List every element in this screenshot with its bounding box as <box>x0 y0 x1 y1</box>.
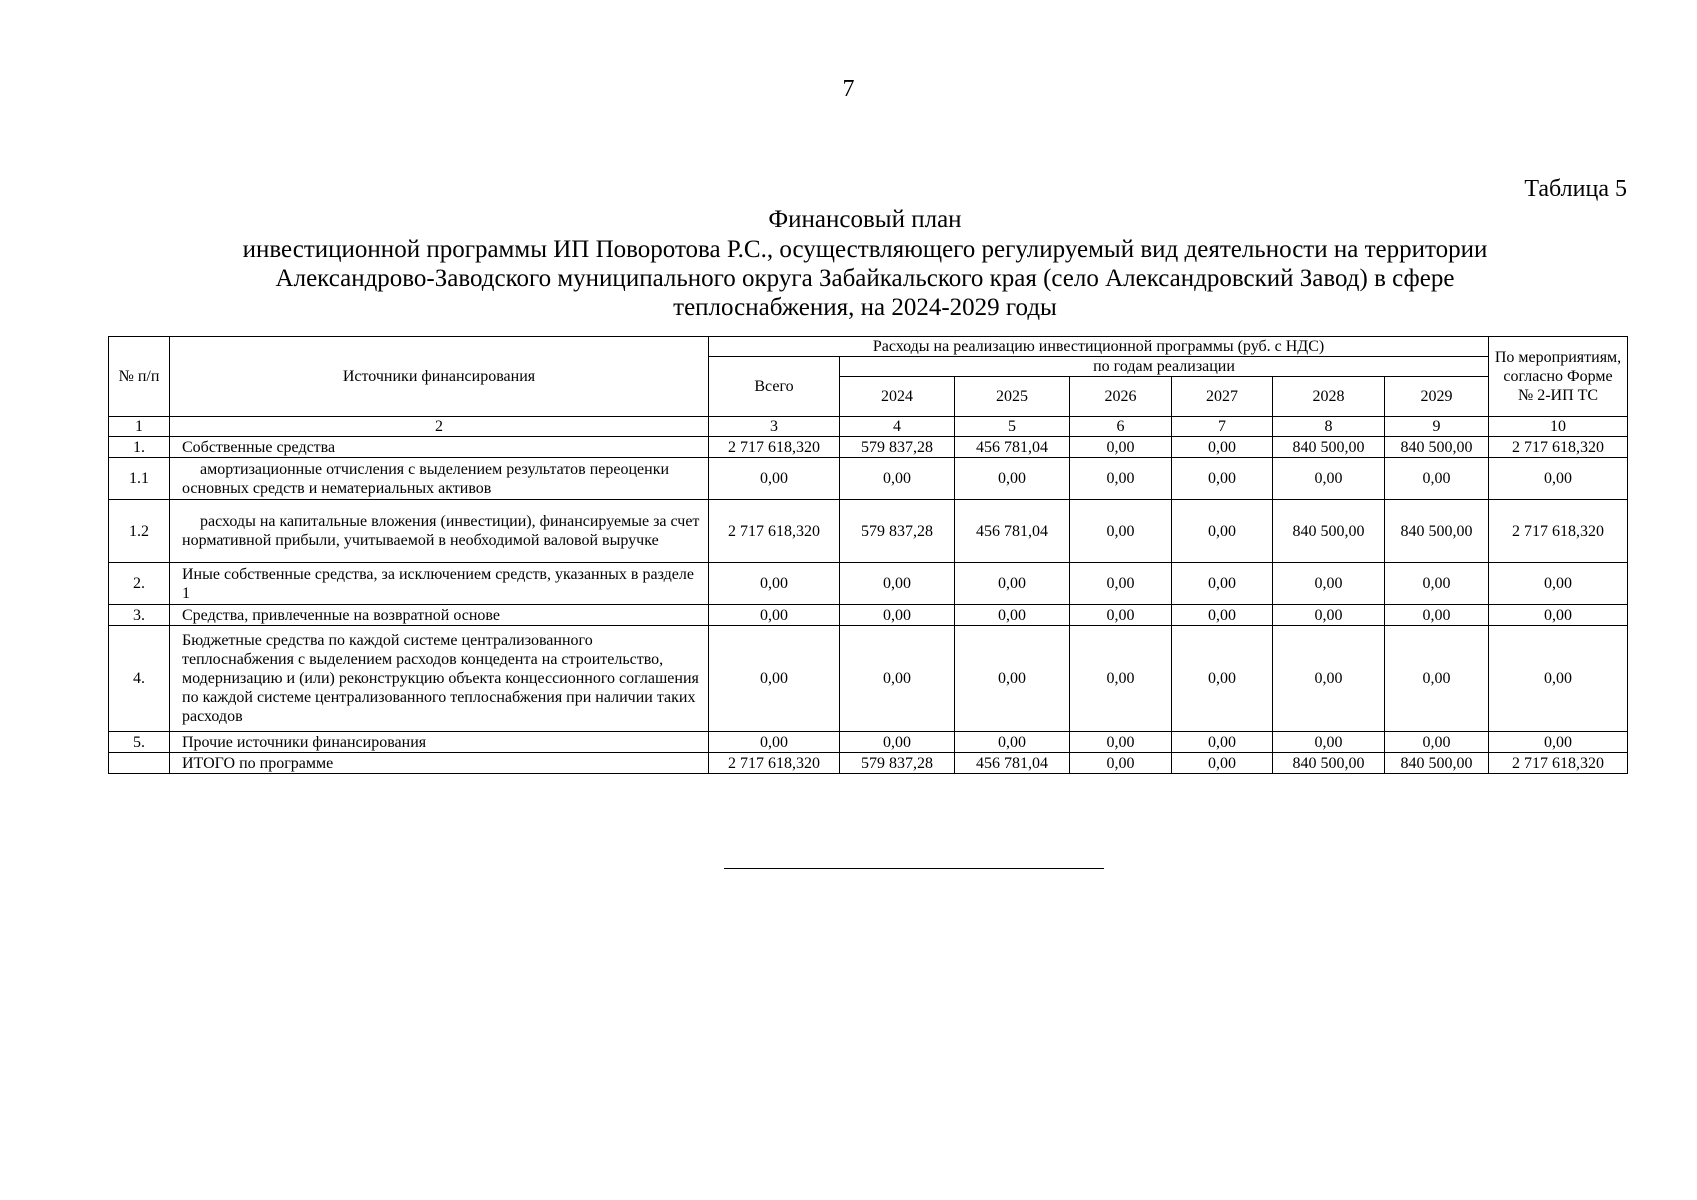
value-cell: 0,00 <box>1273 732 1385 753</box>
value-cell: 0,00 <box>709 458 840 500</box>
value-cell: 0,00 <box>1273 458 1385 500</box>
row-num: 1.1 <box>109 458 170 500</box>
value-cell: 0,00 <box>1070 437 1172 458</box>
table-row-total <box>109 753 1628 774</box>
table-row <box>109 563 1628 605</box>
row-source: Иные собственные средства, за исключением средств, указанных в разделе 1 <box>170 563 709 605</box>
value-cell: 0,00 <box>1385 626 1489 732</box>
value-cell: 456 781,04 <box>955 437 1070 458</box>
value-cell: 456 781,04 <box>955 500 1070 563</box>
value-cell: 840 500,00 <box>1385 500 1489 563</box>
value-cell: 0,00 <box>1489 605 1628 626</box>
value-cell: 0,00 <box>1489 563 1628 605</box>
row-num: 1.2 <box>109 500 170 563</box>
header-by-years: по годам реализации <box>840 357 1489 377</box>
value-cell: 0,00 <box>1070 732 1172 753</box>
value-cell: 579 837,28 <box>840 437 955 458</box>
row-num <box>109 753 170 774</box>
value-cell: 579 837,28 <box>840 753 955 774</box>
value-cell: 0,00 <box>1172 500 1273 563</box>
value-cell: 0,00 <box>840 626 955 732</box>
header-measures: По мероприятиям, согласно Форме № 2-ИП ТС <box>1489 337 1628 417</box>
row-num: 4. <box>109 626 170 732</box>
row-num: 5. <box>109 732 170 753</box>
value-cell: 0,00 <box>1385 732 1489 753</box>
col-number: 6 <box>1070 417 1172 437</box>
header-year: 2024 <box>840 377 955 417</box>
row-num: 1. <box>109 437 170 458</box>
value-cell: 0,00 <box>840 563 955 605</box>
value-cell: 0,00 <box>840 605 955 626</box>
col-number: 7 <box>1172 417 1273 437</box>
row-source: Собственные средства <box>170 437 709 458</box>
financial-plan-table <box>108 336 1628 774</box>
title-line-1: инвестиционной программы ИП Поворотова Р.С., осуществляющего регулируемый вид деятельности на территории <box>242 236 1488 263</box>
table-row <box>109 458 1628 500</box>
header-year: 2027 <box>1172 377 1273 417</box>
col-number: 5 <box>955 417 1070 437</box>
value-cell: 0,00 <box>955 605 1070 626</box>
value-cell: 0,00 <box>955 458 1070 500</box>
page-number: 7 <box>842 76 855 102</box>
value-cell: 0,00 <box>709 563 840 605</box>
value-cell: 0,00 <box>1172 753 1273 774</box>
row-source: расходы на капитальные вложения (инвестиции), финансируемые за счет нормативной прибыли, учитываемой в необходимой валовой выручке <box>170 500 709 563</box>
value-cell: 2 717 618,320 <box>1489 500 1628 563</box>
col-number: 1 <box>109 417 170 437</box>
title-line-3: теплоснабжения, на 2024-2029 годы <box>673 294 1057 321</box>
value-cell: 0,00 <box>1172 605 1273 626</box>
value-cell: 0,00 <box>1385 458 1489 500</box>
col-number: 8 <box>1273 417 1385 437</box>
header-num: № п/п <box>109 337 170 417</box>
value-cell: 0,00 <box>1489 626 1628 732</box>
col-number: 2 <box>170 417 709 437</box>
value-cell: 0,00 <box>1385 563 1489 605</box>
value-cell: 0,00 <box>709 605 840 626</box>
document-title <box>100 205 1630 322</box>
header-expenses: Расходы на реализацию инвестиционной программы (руб. с НДС) <box>709 337 1489 357</box>
value-cell: 0,00 <box>1070 626 1172 732</box>
header-source: Источники финансирования <box>170 337 709 417</box>
value-cell: 0,00 <box>1273 563 1385 605</box>
row-source: амортизационные отчисления с выделением результатов переоценки основных средств и нематериальных активов <box>170 458 709 500</box>
table-row <box>109 626 1628 732</box>
value-cell: 2 717 618,320 <box>709 753 840 774</box>
value-cell: 0,00 <box>1172 563 1273 605</box>
col-number: 3 <box>709 417 840 437</box>
col-number: 4 <box>840 417 955 437</box>
table-row <box>109 605 1628 626</box>
footer-divider <box>724 868 1104 869</box>
header-year: 2025 <box>955 377 1070 417</box>
value-cell: 0,00 <box>840 732 955 753</box>
header-year: 2026 <box>1070 377 1172 417</box>
row-source: Средства, привлеченные на возвратной основе <box>170 605 709 626</box>
row-num: 2. <box>109 563 170 605</box>
table-row <box>109 732 1628 753</box>
value-cell: 0,00 <box>1489 458 1628 500</box>
row-num: 3. <box>109 605 170 626</box>
title-main: Финансовый план <box>768 206 962 233</box>
value-cell: 0,00 <box>1070 563 1172 605</box>
value-cell: 840 500,00 <box>1273 437 1385 458</box>
header-year: 2029 <box>1385 377 1489 417</box>
value-cell: 579 837,28 <box>840 500 955 563</box>
table-row <box>109 500 1628 563</box>
col-number: 9 <box>1385 417 1489 437</box>
value-cell: 0,00 <box>1172 458 1273 500</box>
value-cell: 840 500,00 <box>1385 437 1489 458</box>
col-number: 10 <box>1489 417 1628 437</box>
value-cell: 0,00 <box>1070 500 1172 563</box>
value-cell: 0,00 <box>1489 732 1628 753</box>
value-cell: 0,00 <box>1070 458 1172 500</box>
value-cell: 0,00 <box>1172 626 1273 732</box>
value-cell: 2 717 618,320 <box>1489 753 1628 774</box>
header-total: Всего <box>709 357 840 417</box>
value-cell: 0,00 <box>1172 732 1273 753</box>
table-row <box>109 437 1628 458</box>
title-line-2: Александрово-Заводского муниципального округа Забайкальского края (село Александровский Завод) в сфере <box>275 265 1455 292</box>
value-cell: 0,00 <box>1385 605 1489 626</box>
row-source: Бюджетные средства по каждой системе централизованного теплоснабжения с выделением расходов концедента на строительство, модернизацию и (или) реконструкцию объекта концессионного соглашения по каждой системе централизованного теплоснабжения при наличии таких расходов <box>170 626 709 732</box>
row-source: Прочие источники финансирования <box>170 732 709 753</box>
value-cell: 840 500,00 <box>1273 500 1385 563</box>
value-cell: 2 717 618,320 <box>1489 437 1628 458</box>
value-cell: 0,00 <box>1070 605 1172 626</box>
value-cell: 2 717 618,320 <box>709 437 840 458</box>
value-cell: 0,00 <box>955 732 1070 753</box>
value-cell: 0,00 <box>1070 753 1172 774</box>
value-cell: 0,00 <box>955 563 1070 605</box>
value-cell: 2 717 618,320 <box>709 500 840 563</box>
header-year: 2028 <box>1273 377 1385 417</box>
table-label: Таблица 5 <box>1524 176 1627 202</box>
row-source: ИТОГО по программе <box>170 753 709 774</box>
value-cell: 456 781,04 <box>955 753 1070 774</box>
value-cell: 0,00 <box>1172 437 1273 458</box>
value-cell: 0,00 <box>709 732 840 753</box>
value-cell: 0,00 <box>955 626 1070 732</box>
value-cell: 840 500,00 <box>1273 753 1385 774</box>
value-cell: 0,00 <box>1273 626 1385 732</box>
value-cell: 0,00 <box>709 626 840 732</box>
value-cell: 0,00 <box>840 458 955 500</box>
value-cell: 840 500,00 <box>1385 753 1489 774</box>
value-cell: 0,00 <box>1273 605 1385 626</box>
